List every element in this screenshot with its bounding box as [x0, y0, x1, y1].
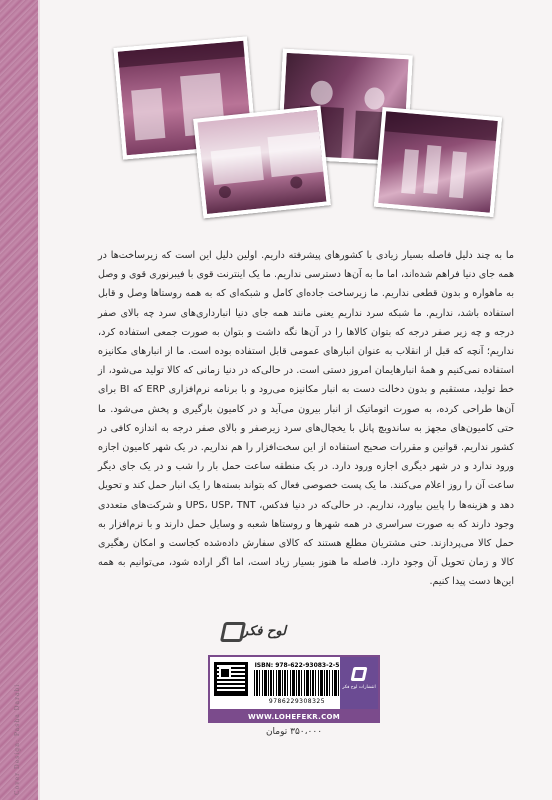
- publisher-tile-icon: [351, 667, 368, 681]
- cover-design-credit: Cover Design: Pasha Darabi: [14, 683, 21, 795]
- publisher-logo-icon: [220, 622, 246, 642]
- barcode-icon: [254, 670, 340, 696]
- photo-delivery-trucks: [193, 106, 331, 219]
- photo-cold-storage-workers: [374, 107, 502, 217]
- publisher-tile: [340, 657, 378, 709]
- barcode-number: 9786229308325: [268, 698, 326, 705]
- publisher-tile-text: انتشارات لوح فکر: [342, 685, 376, 690]
- publisher-logo: [218, 612, 310, 652]
- isbn-block: [208, 655, 380, 711]
- isbn-label: ISBN: 978-622-93083-2-5: [254, 662, 340, 669]
- back-cover-blurb: ما به چند دلیل فاصله بسیار زیادی با کشورهای پیشرفته داریم. اولین دلیل این است که زیرساخت‌ها در همه جای دنیا فراهم شده‌اند، اما ما به آن‌ها دسترسی نداریم. ما یک اینترنت قوی با فیبرنوری قوی و وصل به ماهواره و بدون قطعی نداریم. ما زیرساخت جاده‌ای کامل و شبکه‌ای که به همه روستاها وصل و قابل استفاده باشد، نداریم. ما شبکه سرد نداریم یعنی مانند همه جای دنیا انبارداری‌های سرد چه بالای صفر درجه و چه زیر صفر درجه که بتوان کالاها را در آن‌ها نگه داشت و بتوان به صورت جمعی استفاده کرد، نداریم؛ آنچه که قبل از انقلاب به عنوان انبارهای عمومی قابل استفاده بوده است. ما از انبارهای مکانیزه استفاده نمی‌کنیم و همهٔ انبارهایمان امروز دستی است. در حالی‌که در دنیا زمانی که کالا تولید می‌شود، از خط تولید، مستقیم و بدون دخالت دست به انبار مکانیزه می‌رود و با برنامه نرم‌افزاری ERP که BI برای آن‌ها طراحی کرده، به صورت اتوماتیک از انبار بیرون می‌آید و در کامیون بارگیری و پخش می‌شود. ما حتی کامیون‌های مجهز به ساندویچ پانل با یخچال‌های سرد زیرصفر و بالای صفر درجه به اندازه کافی در کشور نداریم. قوانین و مقررات صحیح استفاده از این سخت‌افزار را هم نداریم. در یک شهر کامیون اجازه ورود ندارد و در شهر دیگری اجازه ورود دارد. در یک منطقه ساعت حمل بار را شب و در یک جای دیگر ساعت آن را روز اعلام می‌کنند. ما یک پست خصوصی فعال که بتواند بسته‌ها را یک انبار حمل کند و تحویل دهد و هزینه‌ها را پایین بیاورد، نداریم. در حالی‌که در دنیا فدکس، UPS، USP، TNT و شرکت‌های متعددی وجود دارند که به صورت سراسری در همه شهرها و روستاها شعبه و وسایل حمل دارند و با نرم‌افزار به حمل کالا می‌پردازند. حتی مشتریان مطلع هستند که کالای سفارش داده‌شده کجاست و امکان رهگیری کالا و زمان تحویل آن وجود دارد. فاصله ما هنوز بسیار زیاد است، اما اگر اراده شود، می‌توانیم به همه این‌ها دست پیدا کنیم.: [98, 250, 515, 588]
- qr-code-icon: [214, 662, 248, 696]
- price: ۳۵۰،۰۰۰ تومان: [265, 727, 323, 737]
- publisher-logo-text: لوح فکر: [241, 624, 287, 639]
- website-url: WWW.LOHEFEKR.COM: [208, 711, 380, 723]
